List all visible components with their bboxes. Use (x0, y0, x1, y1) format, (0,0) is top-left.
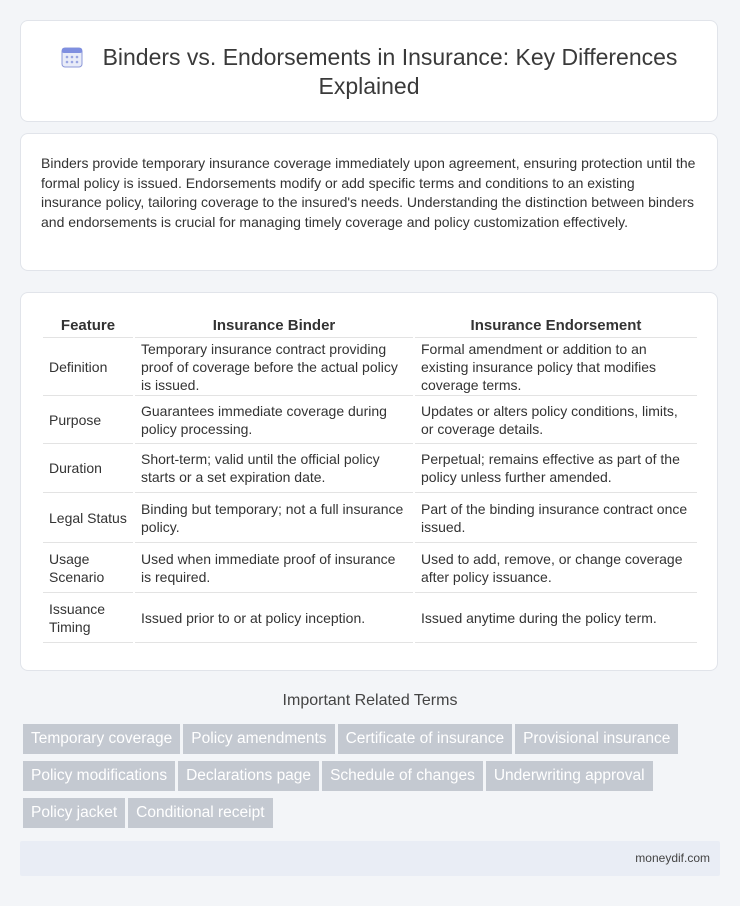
header-feature: Feature (43, 314, 134, 338)
title-card (20, 20, 718, 122)
endorsement-cell: Perpetual; remains effective as part of the policy unless further amended. (414, 444, 697, 493)
feature-cell: Purpose (43, 396, 134, 444)
tag-schedule-of-changes[interactable]: Schedule of changes (322, 761, 483, 791)
tag-conditional-receipt[interactable]: Conditional receipt (128, 798, 272, 828)
tag-policy-amendments[interactable]: Policy amendments (183, 724, 334, 754)
endorsement-cell: Part of the binding insurance contract once issued. (414, 493, 697, 543)
binder-cell: Temporary insurance contract providing proof of coverage before the actual policy is issued. (134, 338, 414, 396)
footer-site: moneydif.com (635, 851, 710, 865)
feature-cell: Usage Scenario (43, 543, 134, 593)
binder-cell: Used when immediate proof of insurance is required. (134, 543, 414, 593)
table-header-row (43, 314, 697, 338)
tag-underwriting-approval[interactable]: Underwriting approval (486, 761, 653, 791)
tag-row (23, 761, 723, 798)
binder-cell: Guarantees immediate coverage during policy processing. (134, 396, 414, 444)
tag-row (23, 724, 723, 761)
tag-policy-jacket[interactable]: Policy jacket (23, 798, 125, 828)
comparison-table (43, 314, 697, 643)
intro-card (20, 133, 718, 271)
page-title-wrap (21, 43, 717, 101)
feature-cell: Issuance Timing (43, 593, 134, 643)
tag-row (23, 798, 723, 835)
endorsement-cell: Formal amendment or addition to an existing insurance policy that modifies coverage terms. (414, 338, 697, 396)
comparison-card (20, 292, 718, 671)
endorsement-cell: Issued anytime during the policy term. (414, 593, 697, 643)
binder-cell: Short-term; valid until the official policy starts or a set expiration date. (134, 444, 414, 493)
binder-cell: Issued prior to or at policy inception. (134, 593, 414, 643)
table-row (43, 396, 697, 444)
endorsement-cell: Used to add, remove, or change coverage after policy issuance. (414, 543, 697, 593)
tag-provisional-insurance[interactable]: Provisional insurance (515, 724, 678, 754)
endorsement-cell: Updates or alters policy conditions, limits, or coverage details. (414, 396, 697, 444)
feature-cell: Legal Status (43, 493, 134, 543)
calendar-icon (61, 46, 83, 68)
table-row (43, 593, 697, 643)
table-row (43, 444, 697, 493)
tag-declarations-page[interactable]: Declarations page (178, 761, 319, 791)
tag-policy-modifications[interactable]: Policy modifications (23, 761, 175, 791)
footer (20, 841, 720, 876)
table-row (43, 493, 697, 543)
table-row (43, 543, 697, 593)
tag-certificate-of-insurance[interactable]: Certificate of insurance (338, 724, 513, 754)
feature-cell: Definition (43, 338, 134, 396)
header-binder: Insurance Binder (134, 314, 414, 338)
intro-paragraph: Binders provide temporary insurance coverage immediately upon agreement, ensuring protection until the formal policy is issued. Endorsements modify or add specific terms and conditions to an existing insurance policy, tailoring coverage to the insured's needs. Understanding the distinction between binders and endorsements is crucial for managing timely coverage and policy customization effectively. (41, 155, 696, 230)
page-title: Binders vs. Endorsements in Insurance: Key Differences Explained (102, 44, 678, 99)
binder-cell: Binding but temporary; not a full insurance policy. (134, 493, 414, 543)
table-row (43, 338, 697, 396)
tag-temporary-coverage[interactable]: Temporary coverage (23, 724, 180, 754)
feature-cell: Duration (43, 444, 134, 493)
related-terms-heading: Important Related Terms (282, 692, 458, 709)
related-terms-list (23, 724, 723, 835)
header-endorsement: Insurance Endorsement (414, 314, 697, 338)
